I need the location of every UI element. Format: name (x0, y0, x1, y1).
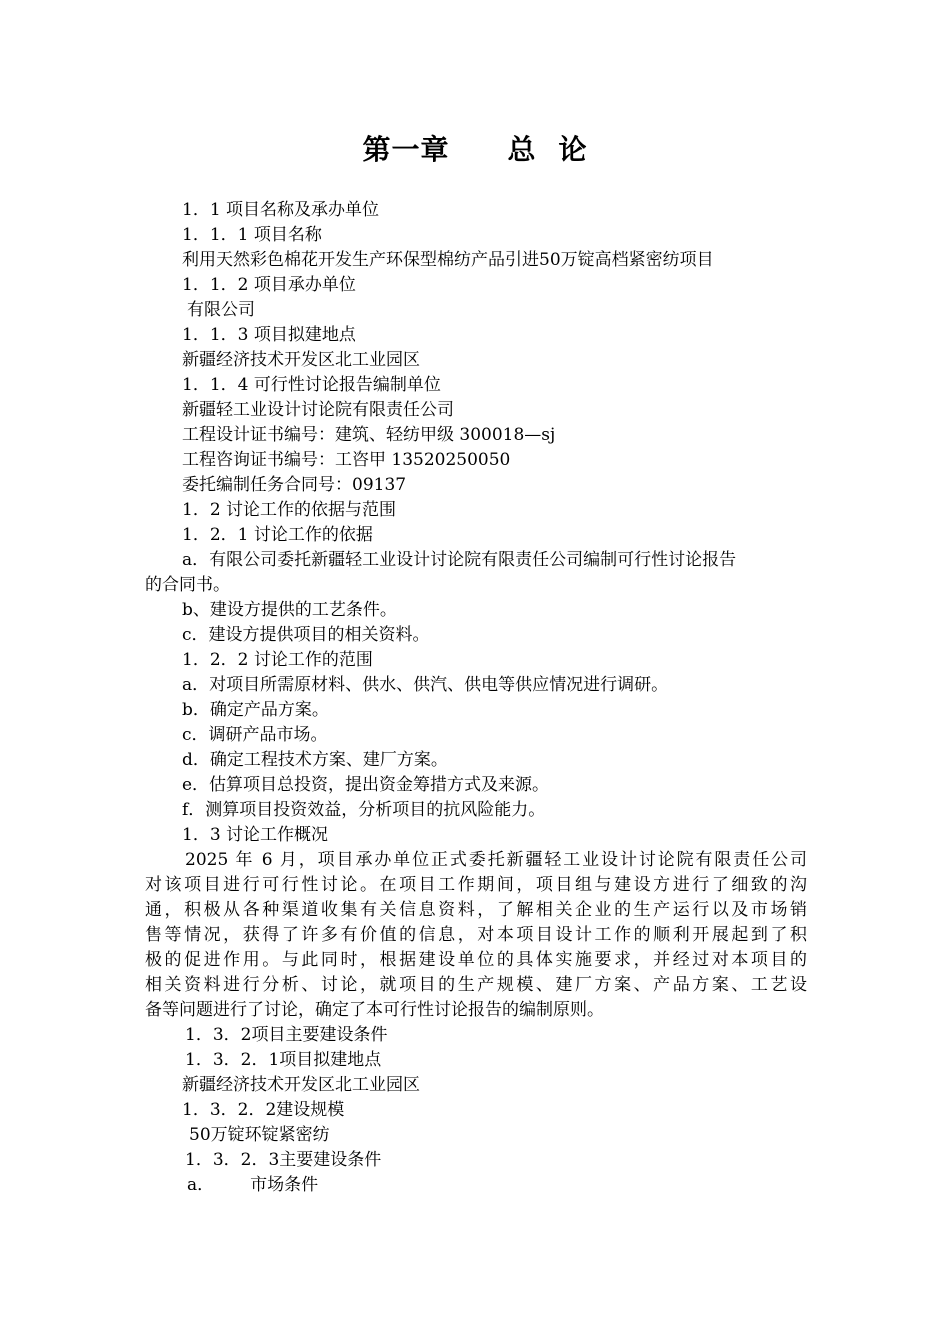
section-heading-1-3-2-2: 1．3．2．2建设规模 (182, 1100, 345, 1120)
project-name: 利用天然彩色棉花开发生产环保型棉纺产品引进50万锭高档紧密纺项目 (182, 250, 714, 270)
chapter-title-word2: 论 (558, 133, 588, 166)
scope-item-e: e．估算项目总投资，提出资金筹措方式及来源。 (182, 775, 550, 795)
section-heading-1-1-2: 1．1．2 项目承办单位 (182, 275, 356, 295)
overview-line-5: 极的促进作用。与此同时，根据建设单位的具体实施要求，并经过对本项目的 (145, 950, 807, 970)
section-heading-1-1-1: 1．1．1 项目名称 (182, 225, 322, 245)
section-heading-1-3: 1．3 讨论工作概况 (182, 825, 329, 845)
scope-item-a: a．对项目所需原材料、供水、供汽、供电等供应情况进行调研。 (182, 675, 669, 695)
chapter-title-number: 第一章 (362, 133, 450, 166)
scope-item-b: b．确定产品方案。 (182, 700, 329, 720)
design-certificate: 工程设计证书编号：建筑、轻纺甲级 300018—sj (182, 425, 556, 445)
chapter-title-word1: 总 (507, 133, 537, 166)
overview-line-4: 售等情况，获得了许多有价值的信息，对本项目设计工作的顺利开展起到了积 (145, 925, 807, 945)
section-heading-1-1-3: 1．1．3 项目拟建地点 (182, 325, 356, 345)
document-body (145, 198, 807, 1198)
condition-item-a (145, 1173, 807, 1198)
contract-number: 委托编制任务合同号：09137 (182, 475, 407, 495)
section-heading-1-3-2-3: 1．3．2．3主要建设条件 (185, 1150, 382, 1170)
scope-item-f: f．测算项目投资效益，分析项目的抗风险能力。 (182, 800, 546, 820)
section-heading-1-2-2: 1．2．2 讨论工作的范围 (182, 650, 373, 670)
scope-item-d: d．确定工程技术方案、建厂方案。 (182, 750, 448, 770)
section-heading-1-2-1: 1．2．1 讨论工作的依据 (182, 525, 373, 545)
condition-item-a-text: 市场条件 (250, 1175, 319, 1195)
chapter-title (0, 130, 950, 170)
section-heading-1-3-2-1: 1．3．2．1项目拟建地点 (185, 1050, 382, 1070)
overview-line-6: 相关资料进行分析、讨论，就项目的生产规模、建厂方案、产品方案、工艺设 (145, 975, 807, 995)
site-location: 新疆经济技术开发区北工业园区 (182, 1075, 420, 1095)
scope-item-c: c．调研产品市场。 (182, 725, 328, 745)
overview-line-2: 对该项目进行可行性讨论。在项目工作期间，项目组与建设方进行了细致的沟 (145, 875, 807, 895)
overview-line-7: 备等问题进行了讨论，确定了本可行性讨论报告的编制原则。 (145, 1000, 604, 1020)
section-heading-1-1: 1．1 项目名称及承办单位 (182, 200, 380, 220)
overview-line-1: 2025 年 6 月，项目承办单位正式委托新疆轻工业设计讨论院有限责任公司 (185, 850, 807, 870)
overview-paragraph (145, 848, 807, 1023)
section-heading-1-3-2: 1．3．2项目主要建设条件 (185, 1025, 388, 1045)
condition-item-a-marker: a． (187, 1175, 215, 1195)
basis-item-a: a．有限公司委托新疆轻工业设计讨论院有限责任公司编制可行性讨论报告 (182, 550, 737, 570)
construction-scale: 50万锭环锭紧密纺 (189, 1125, 330, 1145)
project-undertaker: 有限公司 (187, 300, 255, 320)
basis-item-c: c．建设方提供项目的相关资料。 (182, 625, 430, 645)
basis-item-b: b、建设方提供的工艺条件。 (182, 600, 397, 620)
section-heading-1-2: 1．2 讨论工作的依据与范围 (182, 500, 397, 520)
section-heading-1-1-4: 1．1．4 可行性讨论报告编制单位 (182, 375, 441, 395)
basis-item-a-continued: 的合同书。 (145, 575, 230, 595)
project-location: 新疆经济技术开发区北工业园区 (182, 350, 420, 370)
report-compiler: 新疆轻工业设计讨论院有限责任公司 (182, 400, 454, 420)
consulting-certificate: 工程咨询证书编号：工咨甲 13520250050 (182, 450, 511, 470)
overview-line-3: 通，积极从各种渠道收集有关信息资料，了解相关企业的生产运行以及市场销 (145, 900, 807, 920)
